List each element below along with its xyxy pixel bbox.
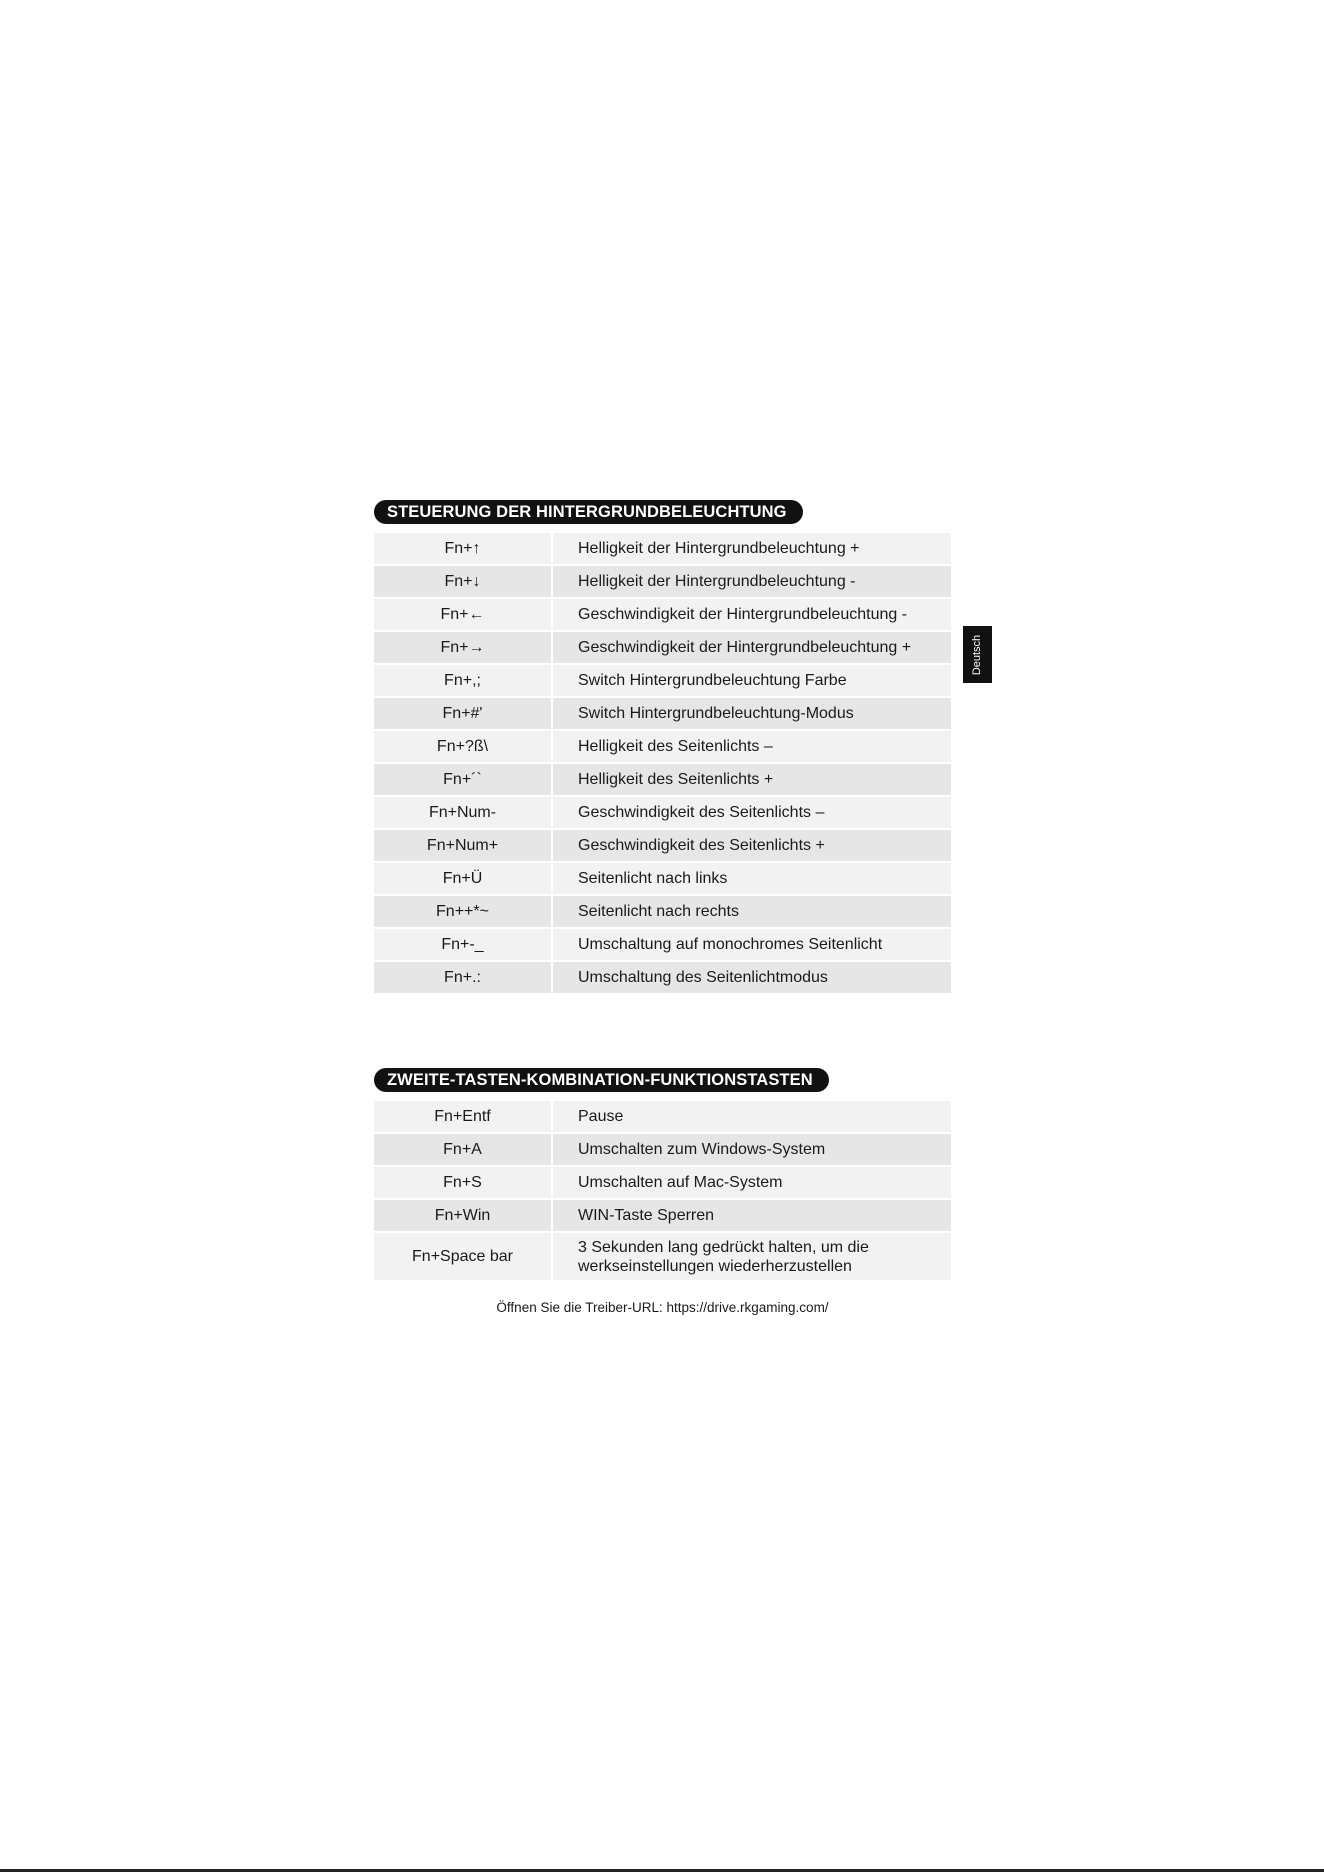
table-row: [374, 665, 951, 696]
shortcut-key: Fn+Space bar: [374, 1233, 551, 1280]
shortcut-key: Fn+↓: [374, 566, 551, 597]
shortcut-key: Fn+´`: [374, 764, 551, 795]
section-title-backlight: STEUERUNG DER HINTERGRUNDBELEUCHTUNG: [374, 500, 803, 524]
secondary-shortcut-table: [374, 1101, 951, 1280]
table-row: [374, 566, 951, 597]
table-row: [374, 863, 951, 894]
shortcut-key: Fn+Num+: [374, 830, 551, 861]
table-row: [374, 698, 951, 729]
shortcut-key: Fn+.:: [374, 962, 551, 993]
shortcut-description: Helligkeit des Seitenlichts –: [553, 731, 951, 762]
shortcut-description: Umschalten zum Windows-System: [553, 1134, 951, 1165]
table-row: [374, 1233, 951, 1280]
shortcut-key: Fn+A: [374, 1134, 551, 1165]
shortcut-key: Fn+Entf: [374, 1101, 551, 1132]
shortcut-description: Switch Hintergrundbeleuchtung-Modus: [553, 698, 951, 729]
table-row: [374, 1167, 951, 1198]
shortcut-key: Fn+Win: [374, 1200, 551, 1231]
shortcut-description: Umschalten auf Mac-System: [553, 1167, 951, 1198]
shortcut-key: Fn+S: [374, 1167, 551, 1198]
language-side-tab: [963, 626, 992, 683]
table-row: [374, 962, 951, 993]
shortcut-key: Fn+-_: [374, 929, 551, 960]
shortcut-description: Helligkeit der Hintergrundbeleuchtung +: [553, 533, 951, 564]
shortcut-description: Switch Hintergrundbeleuchtung Farbe: [553, 665, 951, 696]
table-row: [374, 1200, 951, 1231]
shortcut-key: Fn+↑: [374, 533, 551, 564]
table-row: [374, 731, 951, 762]
language-label: Deutsch: [971, 634, 984, 675]
table-row: [374, 764, 951, 795]
shortcut-description: WIN-Taste Sperren: [553, 1200, 951, 1231]
table-row: [374, 1134, 951, 1165]
shortcut-key: Fn++*~: [374, 896, 551, 927]
shortcut-key: Fn+Num-: [374, 797, 551, 828]
shortcut-key: Fn+→: [374, 632, 551, 663]
table-row: [374, 632, 951, 663]
shortcut-description: Geschwindigkeit der Hintergrundbeleuchtung +: [553, 632, 951, 663]
shortcut-key: Fn+?ß\: [374, 731, 551, 762]
secondary-key-combination-section: [374, 1068, 951, 1282]
shortcut-description: 3 Sekunden lang gedrückt halten, um die werkseinstellungen wiederherzustellen: [553, 1233, 951, 1280]
table-row: [374, 830, 951, 861]
shortcut-description: Umschaltung auf monochromes Seitenlicht: [553, 929, 951, 960]
backlight-shortcut-table: [374, 533, 951, 993]
shortcut-key: Fn+,;: [374, 665, 551, 696]
shortcut-description: Geschwindigkeit der Hintergrundbeleuchtung -: [553, 599, 951, 630]
shortcut-description: Helligkeit der Hintergrundbeleuchtung -: [553, 566, 951, 597]
backlight-control-section: [374, 500, 951, 995]
shortcut-description: Seitenlicht nach rechts: [553, 896, 951, 927]
shortcut-description: Seitenlicht nach links: [553, 863, 951, 894]
shortcut-description: Helligkeit des Seitenlichts +: [553, 764, 951, 795]
shortcut-key: Fn+Ü: [374, 863, 551, 894]
shortcut-description: Geschwindigkeit des Seitenlichts –: [553, 797, 951, 828]
shortcut-description: Umschaltung des Seitenlichtmodus: [553, 962, 951, 993]
table-row: [374, 533, 951, 564]
table-row: [374, 797, 951, 828]
table-row: [374, 929, 951, 960]
shortcut-key: Fn+#': [374, 698, 551, 729]
shortcut-description: Geschwindigkeit des Seitenlichts +: [553, 830, 951, 861]
section-title-secondary-keys: ZWEITE-TASTEN-KOMBINATION-FUNKTIONSTASTEN: [374, 1068, 829, 1092]
driver-url-note: Öffnen Sie die Treiber-URL: https://drive.rkgaming.com/: [496, 1300, 829, 1315]
shortcut-key: Fn+←: [374, 599, 551, 630]
shortcut-description: Pause: [553, 1101, 951, 1132]
table-row: [374, 896, 951, 927]
table-row: [374, 599, 951, 630]
table-row: [374, 1101, 951, 1132]
